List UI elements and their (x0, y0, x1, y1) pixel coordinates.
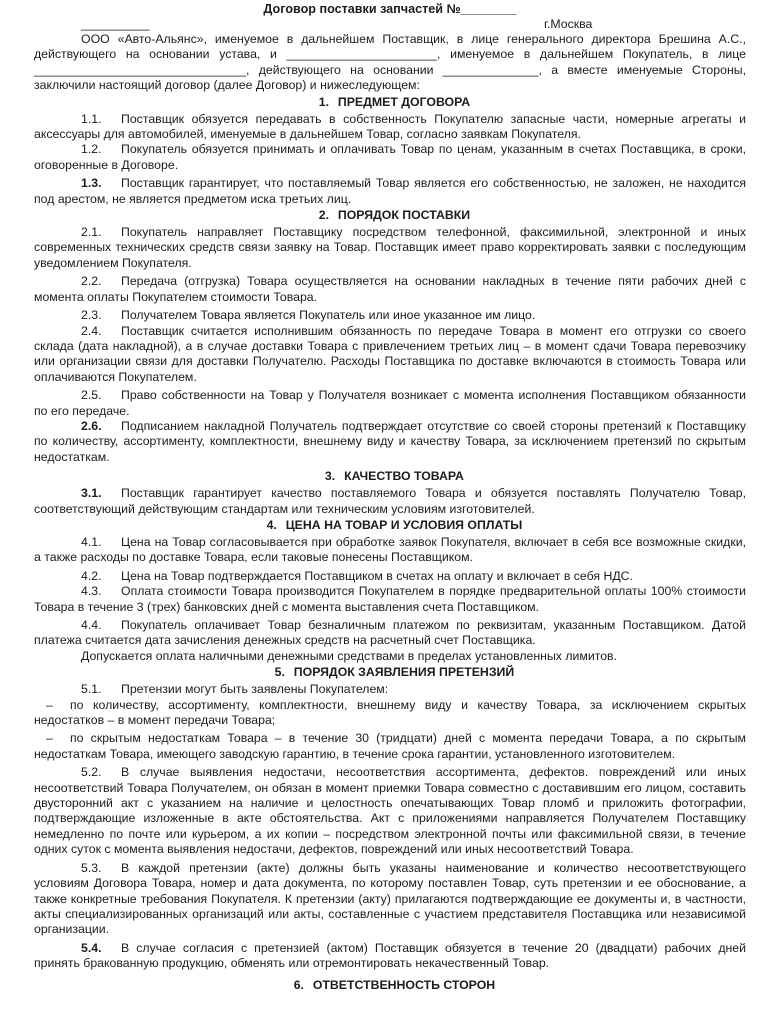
clause-2-4 (34, 324, 746, 386)
section-number: 5. (274, 665, 285, 680)
section-number: 6. (293, 977, 304, 992)
clause-number: 1.1. (81, 111, 102, 126)
clause-5-1-item-b (34, 731, 746, 762)
clause-1-3 (34, 176, 746, 207)
clause-5-3 (34, 861, 746, 938)
clause-1-2 (34, 142, 746, 173)
section-number: 3. (324, 469, 336, 484)
date-blank: __________ (81, 17, 150, 31)
section-number: 1. (318, 94, 330, 109)
clause-number: 4.4. (81, 618, 102, 632)
section-title: ЦЕНА НА ТОВАР И УСЛОВИЯ ОПЛАТЫ (285, 517, 523, 532)
clause-text: Поставщик гарантирует, что поставляемый Товар является его собственностью, не заложен, не находится под арестом, не является предметом иска третьих лиц. (34, 176, 746, 206)
clause-text: Покупатель обязуется принимать и оплачивать Товар по ценам, указанным в счетах Поставщика, в сроки, оговоренные в Договоре. (34, 142, 746, 172)
clause-number: 2.3. (81, 308, 102, 323)
clause-text: Поставщик обязуется передавать в собственность Покупателю запасные части, номерные агрегаты и аксессуары для автомобилей, именуемые в дальнейшем Товар, согласно заявкам Покупателя. (34, 111, 746, 142)
clause-number: 2.1. (81, 225, 102, 240)
clause-number: 2.5. (81, 388, 102, 403)
clause-4-2 (34, 569, 746, 584)
clause-text: Претензии могут быть заявлены Покупателем: (121, 682, 389, 697)
document-title: Договор поставки запчастей №________ (263, 2, 517, 16)
document-body (34, 0, 746, 995)
clause-2-1 (34, 225, 746, 271)
clause-number: 3.1. (81, 486, 102, 501)
clause-number: 2.2. (81, 274, 102, 289)
clause-2-6 (34, 419, 746, 465)
clause-number: 5.2. (81, 765, 102, 780)
section-title: ПОРЯДОК ПОСТАВКИ (337, 208, 471, 223)
clause-text: Подписанием накладной Получатель подтверждает отсутствие со своей стороны претензий к Поставщику по количеству, ассортименту, комплектности, внешнему виду и качеству Товара, за исключением претензий по скрытым недостаткам. (34, 418, 746, 464)
section-heading-2 (34, 208, 746, 224)
clause-number: 4.1. (81, 534, 102, 549)
section-heading-3 (34, 469, 746, 485)
dash-marker: – (46, 697, 53, 712)
clause-text: по количеству, ассортименту, комплектности, внешнему виду и качеству Товара, за исключением скрытых недостатков – в момент передачи Товара; (34, 697, 746, 728)
clause-text: Покупатель направляет Поставщику посредством телефонной, факсимильной, электронной и иных современных технических средств связи заявку на Товар. Поставщик имеет право корректировать заявки с последующим уведомлением Покупателя. (34, 225, 746, 270)
dash-marker: – (46, 731, 53, 746)
clause-text: В случае согласия с претензией (актом) Поставщик обязуется в течение 20 (двадцати) рабочих дней принять бракованную продукцию, обменять или отремонтировать некачественный Товар. (34, 940, 746, 971)
section-title: КАЧЕСТВО ТОВАРА (344, 469, 464, 484)
clause-text: Цена на Товар подтверждается Поставщиком в счетах на оплату и включает в себя НДС. (121, 568, 633, 583)
clause-4-4 (34, 618, 746, 649)
clause-4-1 (34, 535, 746, 566)
section-heading-6 (34, 978, 746, 994)
clause-text: Поставщик гарантирует качество поставляемого Товара и обязуется поставлять Получателю Товар, соответствующий действующим стандартам или техническим условиям изготовителей. (34, 486, 746, 516)
city: г.Москва (544, 17, 593, 31)
clause-2-2 (34, 274, 746, 305)
clause-text: В каждой претензии (акте) должны быть указаны наименование и количество несоответствующего условиям Договора Товара, номер и дата документа, по которому поставлен Товар, суть претензии и ее обоснование, а также конкретные требования Покупателя. К претензии (акту) прилагаются подтверждающие ее документы и, в частности, акты специализированных организаций или акты, составленные с участием представителя Поставщика или независимой организации. (34, 860, 746, 937)
clause-2-5 (34, 388, 746, 419)
clause-text: Получателем Товара является Покупатель или иное указанное им лицо. (121, 308, 536, 323)
preamble: ООО «Авто-Альянс», именуемое в дальнейшем Поставщик, в лице генерального директора Брешина А.С., действующего на основании устава, и ______________________, именуемое в дальнейшем Покупатель, в лице _______________________________, действующего на основании ______________, а вместе именуемые Стороны, заключили настоящий договор (далее Договор) и нижеследующем: (34, 32, 746, 93)
clause-number: 5.3. (81, 860, 102, 875)
section-number: 2. (318, 208, 330, 223)
clause-text: В случае выявления недостачи, несоответствия ассортимента, дефектов. повреждений или иных несоответствий Товара Получателем, он обязан в момент приемки Товара совместно с доставившим его лицом, составить двусторонний акт с указанием на наличие и целостность опечатывающих Товар пломб и приложить фотографии, подтверждающие изложенные в акте обстоятельства. Акт с приложениями направляется Получателем Поставщику немедленно по почте или курьером, а их копии – посредством электронной почты или факсимильной связи, в течение одних суток с момента выявления недостачи, дефектов, повреждений или иных несоответствий Товара. (34, 765, 746, 857)
clause-text: по скрытым недостаткам Товара – в течение 30 (тридцати) дней с момента передачи Товара, а по скрытым недостаткам Товара, имеющего заводскую гарантию, в течение срока гарантии, установленного изготовителем. (34, 731, 746, 761)
clause-number: 5.4. (81, 940, 102, 955)
clause-number: 2.4. (81, 323, 102, 338)
clause-number: 5.1. (81, 682, 102, 697)
clause-3-1 (34, 486, 746, 517)
clause-number: 1.3. (81, 176, 102, 191)
clause-text: Поставщик считается исполнившим обязанность по передаче Товара в момент его отгрузки со своего склада (дата накладной), а в случае доставки Товара с привлечением третьих лиц – в момент сдачи Товара перевозчику или организации связи для доставки Получателю. Расходы Поставщика по доставке включаются в стоимость Товара или оплачиваются Покупателем. (34, 323, 746, 384)
section-heading-5 (34, 665, 746, 681)
clause-5-2 (34, 765, 746, 857)
clause-text: Передача (отгрузка) Товара осуществляется на основании накладных в течение пяти рабочих дней с момента оплаты Покупателем стоимости Товара. (34, 274, 746, 304)
clause-4-3 (34, 584, 746, 615)
clause-2-3 (34, 308, 746, 323)
section-title: ПОРЯДОК ЗАЯВЛЕНИЯ ПРЕТЕНЗИЙ (293, 665, 515, 680)
clause-text: Цена на Товар согласовывается при обработке заявок Покупателя, включает в себя все возможные скидки, а также расходы по доставке Товара, если таковые понесены Поставщиком. (34, 534, 746, 565)
clause-5-4 (34, 941, 746, 972)
clause-text: Оплата стоимости Товара производится Покупателем в порядке предварительной оплаты 100% стоимости Товара в течение 3 (трех) банковских дней с момента выставления счета Поставщиком. (34, 584, 746, 614)
clause-number: 2.6. (81, 418, 102, 433)
section-title: ПРЕДМЕТ ДОГОВОРА (337, 94, 471, 109)
clause-number: 1.2. (81, 142, 102, 157)
clause-5-1 (34, 682, 746, 697)
section-title: ОТВЕТСТВЕННОСТЬ СТОРОН (312, 977, 496, 992)
clause-number: 4.2. (81, 568, 102, 583)
section-number: 4. (266, 517, 277, 532)
section-heading-4 (34, 518, 746, 534)
clause-4-4-note: Допускается оплата наличными денежными средствами в пределах установленных лимитов. (81, 648, 618, 663)
clause-text: Право собственности на Товар у Получателя возникает с момента исполнения Поставщиком обязанности по его передаче. (34, 388, 746, 418)
clause-text: Покупатель оплачивает Товар безналичным платежом по реквизитам, указанным Поставщиком. Датой платежа считается дата зачисления денежных средств на расчетный счет Поставщика. (34, 618, 746, 648)
clause-1-1 (34, 112, 746, 143)
clause-5-1-item-a (34, 698, 746, 729)
date-line (34, 17, 746, 32)
clause-number: 4.3. (81, 584, 102, 599)
section-heading-1 (34, 95, 746, 111)
